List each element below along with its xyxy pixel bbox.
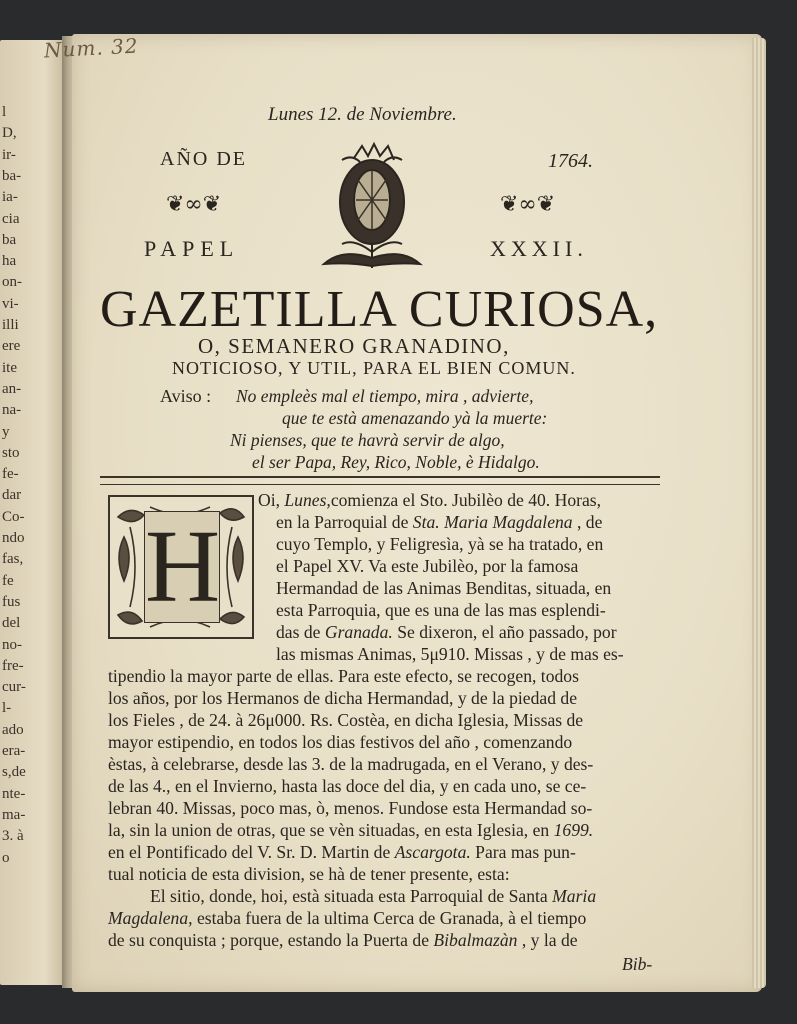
left-page-fragment: ite	[2, 359, 17, 376]
left-page-edge	[0, 40, 64, 985]
left-page-fragment: ha	[2, 253, 17, 270]
body-line-italic: Ascargota.	[394, 842, 471, 862]
verse-line: que te està amenazando yà la muerte:	[282, 408, 548, 428]
left-page-fragment: ado	[2, 721, 24, 738]
body-line	[276, 644, 624, 665]
left-page-fragment: on-	[2, 274, 22, 291]
body-line-text: Hermandad de las Animas Benditas, situada, en	[276, 578, 612, 598]
header-rule	[100, 476, 660, 485]
body-line	[276, 622, 617, 643]
body-line-text: tipendio la mayor parte de ellas. Para este efecto, se recogen, todos	[108, 666, 579, 686]
body-line	[108, 864, 510, 885]
left-page-fragment: vi-	[2, 295, 19, 312]
left-page-fragment: ir-	[2, 146, 16, 163]
left-page-fragment: ndo	[2, 530, 25, 546]
body-line-text: , de	[572, 512, 603, 532]
left-page-fragment: 3. à	[2, 828, 24, 845]
body-line	[108, 930, 578, 951]
drop-cap-block	[108, 495, 254, 639]
left-page-fragment: ma-	[2, 806, 26, 823]
body-line	[276, 556, 578, 577]
body-line-italic: 1699.	[553, 820, 594, 840]
left-page-fragment: Co-	[2, 508, 25, 525]
body-line-italic: Bibalmazàn	[433, 930, 518, 950]
ano-label: AÑO DE	[160, 148, 247, 170]
body-line-italic: Granada.	[324, 622, 393, 642]
body-line-text: en el Pontificado del V. Sr. D. Martin de	[108, 842, 395, 862]
left-page-fragment: fe	[2, 572, 14, 589]
body-line-italic: Sta. Maria Magdalena	[412, 512, 573, 532]
drop-cap-letter: H	[145, 509, 221, 624]
body-line	[276, 600, 606, 621]
body-line-text: mayor estipendio, en todos los dias festivos del año , comenzando	[108, 732, 573, 752]
body-line-text: esta Parroquia, que es una de las mas esplendi-	[276, 600, 606, 620]
left-page-fragment: fus	[2, 593, 21, 610]
body-line	[276, 578, 611, 599]
ornament-left: ❦∞❦	[166, 192, 222, 217]
aviso-label: Aviso :	[160, 386, 212, 406]
date-line: Lunes 12. de Noviembre.	[268, 104, 457, 125]
left-page-fragment: no-	[2, 636, 22, 653]
subtitle-2: NOTICIOSO, Y UTIL, PARA EL BIEN COMUN.	[172, 358, 576, 378]
left-page-fragment: cia	[2, 210, 20, 227]
body-line-italic: Maria	[552, 886, 597, 906]
page-title: GAZETILLA CURIOSA,	[100, 281, 659, 338]
left-page-fragment: illi	[2, 317, 19, 333]
left-page-fragment: ba	[2, 231, 17, 248]
handwritten-note: Num. 32	[43, 33, 140, 63]
body-line	[108, 710, 583, 731]
ornament-right: ❦∞❦	[500, 192, 556, 217]
subtitle-1: O, SEMANERO GRANADINO,	[198, 334, 510, 358]
left-page-fragment: era-	[2, 743, 26, 759]
left-page-fragment: l	[2, 104, 7, 120]
body-line-text: El sitio, donde, hoi, està situada esta Parroquial de Santa	[150, 886, 553, 906]
left-page-fragment: l-	[2, 700, 12, 717]
left-page-fragment: ia-	[2, 189, 18, 206]
body-line-text: de las 4., en el Invierno, hasta las doce del dia, y en cada uno, se ce-	[108, 776, 587, 796]
left-page-fragment: sto	[2, 444, 20, 461]
papel-number: XXXII.	[490, 236, 588, 261]
left-page-fragment: y	[2, 423, 10, 440]
left-page-fragment: na-	[2, 402, 22, 419]
left-page-fragment: o	[2, 849, 10, 866]
body-line-text: lebran 40. Missas, poco mas, ò, menos. Fundose esta Hermandad so-	[108, 798, 593, 818]
body-line-text: las mismas Animas, 5μ910. Missas , y de mas es-	[276, 644, 624, 664]
left-page-fragment: s,de	[2, 764, 26, 781]
body-line	[108, 842, 576, 863]
body-line	[108, 666, 579, 687]
body-line	[276, 534, 603, 555]
body-line	[108, 820, 593, 841]
body-line-text: el Papel XV. Va este Jubilèo, por la famosa	[276, 556, 579, 576]
body-line	[150, 886, 596, 907]
body-line	[108, 776, 586, 797]
verse-line: No empleès mal el tiempo, mira , advierte,	[236, 386, 534, 406]
body-line-italic: Lunes,	[284, 490, 331, 510]
body-line-text: Oi,	[258, 490, 285, 510]
verse-line: Ni pienses, que te havrà servir de algo,	[230, 430, 505, 450]
body-line-text: comienza el Sto. Jubilèo de 40. Horas,	[330, 490, 602, 510]
body-line-text: los años, por los Hermanos de dicha Hermandad, y de la piedad de	[108, 688, 578, 708]
body-line-text: en la Parroquial de	[276, 512, 413, 532]
body-line-text: los Fieles , de 24. à 26μ000. Rs. Costèa, en dicha Iglesia, Missas de	[108, 710, 584, 730]
body-line	[622, 954, 652, 975]
left-page-fragment: fre-	[2, 657, 24, 674]
body-line-text: Se dixeron, el año passado, por	[392, 622, 617, 642]
body-line	[258, 490, 601, 511]
left-page-fragment: an-	[2, 380, 22, 397]
left-page-fragment: fas,	[2, 551, 24, 568]
body-line-text: tual noticia de esta division, se hà de tener presente, esta:	[108, 864, 510, 884]
body-line-italic: Bib-	[622, 954, 653, 974]
left-page-fragment: D,	[2, 125, 17, 142]
verse-line: el ser Papa, Rey, Rico, Noble, è Hidalgo.	[252, 452, 540, 472]
body-line-text: , y la de	[517, 930, 578, 950]
body-line-italic: Magdalena,	[108, 908, 193, 928]
body-line	[108, 798, 592, 819]
pomegranate-emblem-icon	[312, 140, 432, 280]
left-page-fragment: ere	[2, 338, 21, 355]
year: 1764.	[548, 150, 593, 172]
left-page-fragment: dar	[2, 487, 22, 504]
page-stack-edge	[752, 38, 766, 988]
body-line-text: cuyo Templo, y Feligresìa, yà se ha tratado, en	[276, 534, 604, 554]
left-page-fragment: nte-	[2, 785, 26, 802]
left-page-fragment: ba-	[2, 167, 22, 184]
left-page-fragment: del	[2, 615, 21, 632]
body-line	[108, 754, 593, 775]
body-line-text: èstas, à celebrarse, desde las 3. de la madrugada, en el Verano, y des-	[108, 754, 594, 774]
body-line-text: de su conquista ; porque, estando la Puerta de	[108, 930, 434, 950]
body-line	[108, 908, 586, 929]
body-line-text: estaba fuera de la ultima Cerca de Granada, à el tiempo	[192, 908, 587, 928]
body-line-text: la, sin la union de otras, que se vèn situadas, en esta Iglesia, en	[108, 820, 554, 840]
body-line-text: Para mas pun-	[470, 842, 576, 862]
body-line-text: das de	[276, 622, 325, 642]
left-page-fragment: fe-	[2, 466, 19, 483]
body-line	[276, 512, 602, 533]
left-page-fragment: cur-	[2, 679, 26, 696]
body-line	[108, 688, 577, 709]
body-line	[108, 732, 572, 753]
papel-label: PAPEL	[144, 236, 240, 261]
